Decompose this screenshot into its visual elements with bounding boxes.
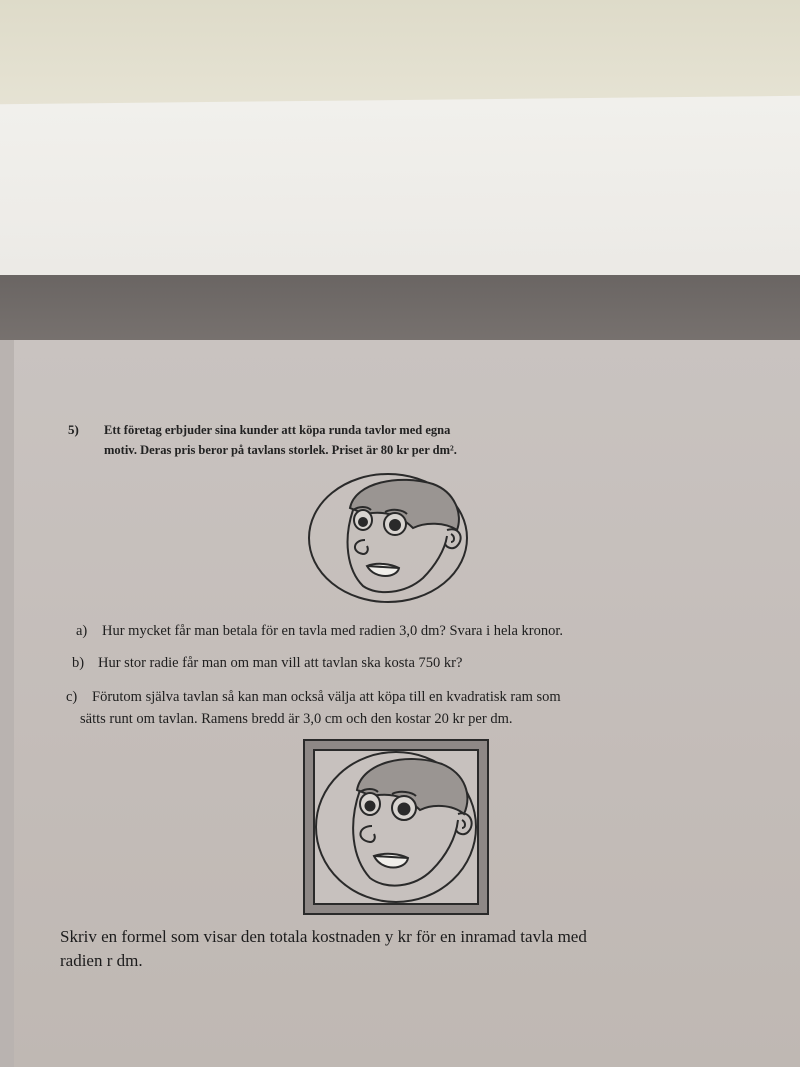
background-surface <box>0 0 800 110</box>
problem-number: 5) <box>68 422 79 437</box>
part-b-label: b) <box>72 655 85 671</box>
final-line-1: Skriv en formel som visar den totala kostnaden y kr för en inramad tavla med <box>60 927 587 946</box>
cartoon-face-circle-icon <box>309 474 467 602</box>
part-c <box>66 686 706 730</box>
part-a <box>76 620 563 642</box>
final-line-2: radien r dm. <box>60 951 143 970</box>
part-c-line-2: sätts runt om tavlan. Ramens bredd är 3,0 cm och den kostar 20 kr per dm. <box>80 711 513 727</box>
part-c-line-1: Förutom själva tavlan så kan man också välja att köpa till en kvadratisk ram som <box>92 689 561 705</box>
part-b-text: Hur stor radie får man om man vill att tavlan ska kosta 750 kr? <box>98 655 463 671</box>
part-a-text: Hur mycket får man betala för en tavla med radien 3,0 dm? Svara i hela kronor. <box>102 623 564 639</box>
part-c-label: c) <box>66 689 78 705</box>
white-sheet <box>0 96 800 304</box>
framed-painting-figure <box>302 738 492 916</box>
final-question <box>60 925 720 973</box>
intro-line-2: motiv. Deras pris beror på tavlans storlek. Priset är 80 kr per dm². <box>104 443 457 457</box>
problem-intro <box>104 420 564 460</box>
round-painting-figure <box>305 470 471 606</box>
paper-edge <box>0 340 14 1067</box>
cartoon-face-square-frame-icon <box>304 740 488 914</box>
intro-line-1: Ett företag erbjuder sina kunder att köpa runda tavlor med egna <box>104 423 451 437</box>
part-b <box>72 652 462 674</box>
part-a-label: a) <box>76 623 88 639</box>
